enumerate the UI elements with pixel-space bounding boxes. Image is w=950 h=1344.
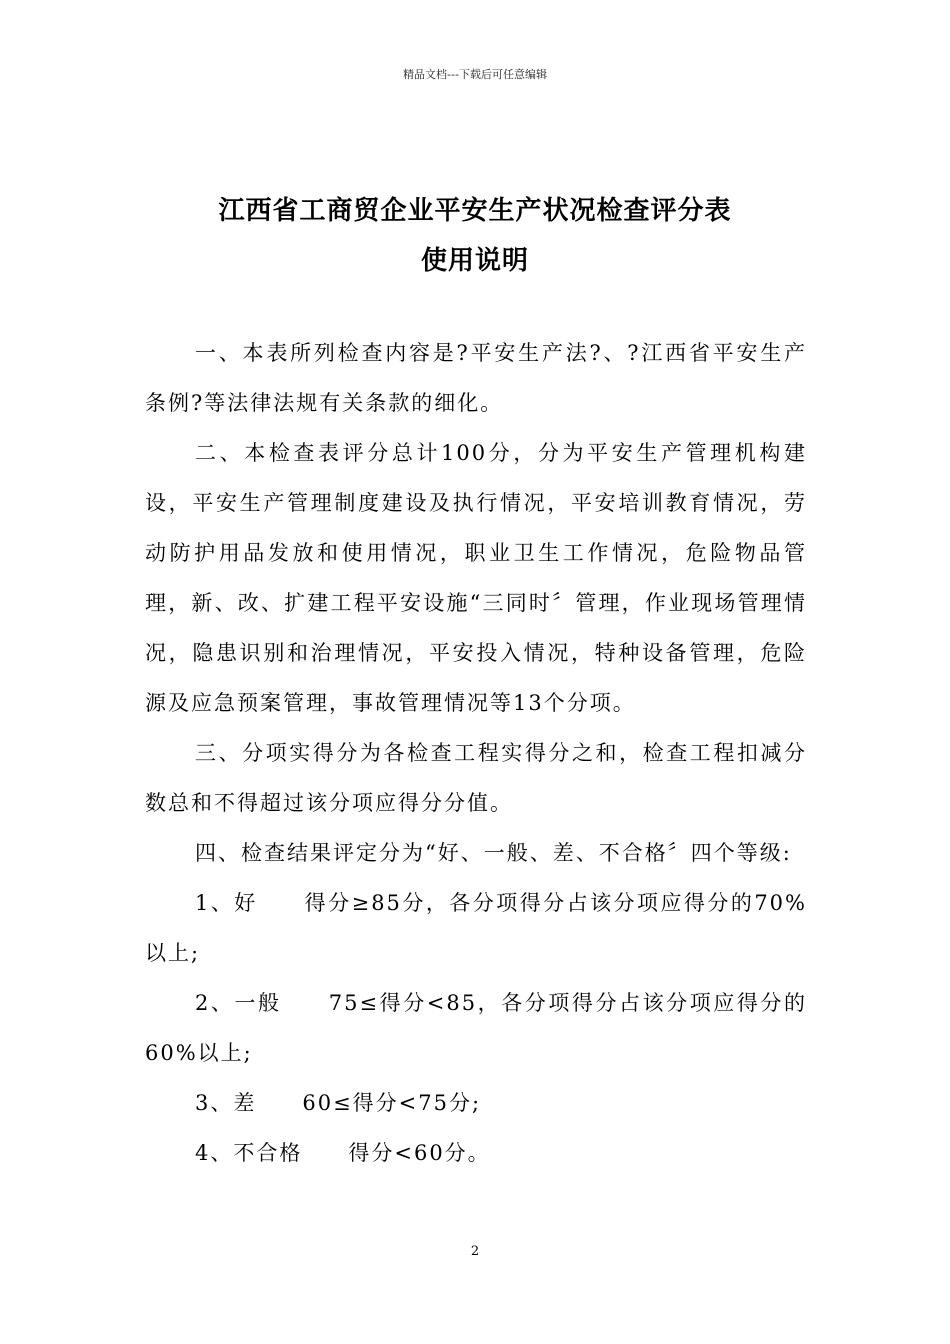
header-note: 精品文档---下载后可任意编辑 bbox=[403, 68, 547, 81]
grade-item-poor: 3、差 60≤得分<75分; bbox=[195, 1091, 482, 1115]
paragraph-1: 一、本表所列检查内容是?平安生产法?、?江西省平安生产条例?等法律法规有关条款的细化。 bbox=[145, 341, 807, 415]
document-title bbox=[0, 186, 950, 286]
grade-item-average: 2、一般 75≤得分<85，各分项得分占该分项应得分的60%以上; bbox=[145, 991, 807, 1065]
title-line-2: 使用说明 bbox=[420, 246, 529, 276]
page-number: 2 bbox=[470, 1244, 480, 1259]
grade-item-good: 1、好 得分≥85分，各分项得分占该分项应得分的70%以上; bbox=[145, 891, 807, 965]
grade-item-fail: 4、不合格 得分<60分。 bbox=[195, 1141, 491, 1165]
paragraph-2: 二、本检查表评分总计100分，分为平安生产管理机构建设，平安生产管理制度建设及执行情况，平安培训教育情况，劳动防护用品发放和使用情况，职业卫生工作情况，危险物品管理，新、改、扩建工程平安设施“三同时〞管理，作业现场管理情况，隐患识别和治理情况，平安投入情况，特种设备管理，危险源及应急预案管理，事故管理情况等13个分项。 bbox=[145, 441, 807, 715]
paragraph-4: 四、检查结果评定分为“好、一般、差、不合格〞四个等级: bbox=[195, 841, 792, 865]
title-line-1: 江西省工商贸企业平安生产状况检查评分表 bbox=[218, 196, 732, 226]
document-body bbox=[145, 328, 807, 1178]
paragraph-3: 三、分项实得分为各检查工程实得分之和，检查工程扣减分数总和不得超过该分项应得分分值。 bbox=[145, 741, 807, 815]
